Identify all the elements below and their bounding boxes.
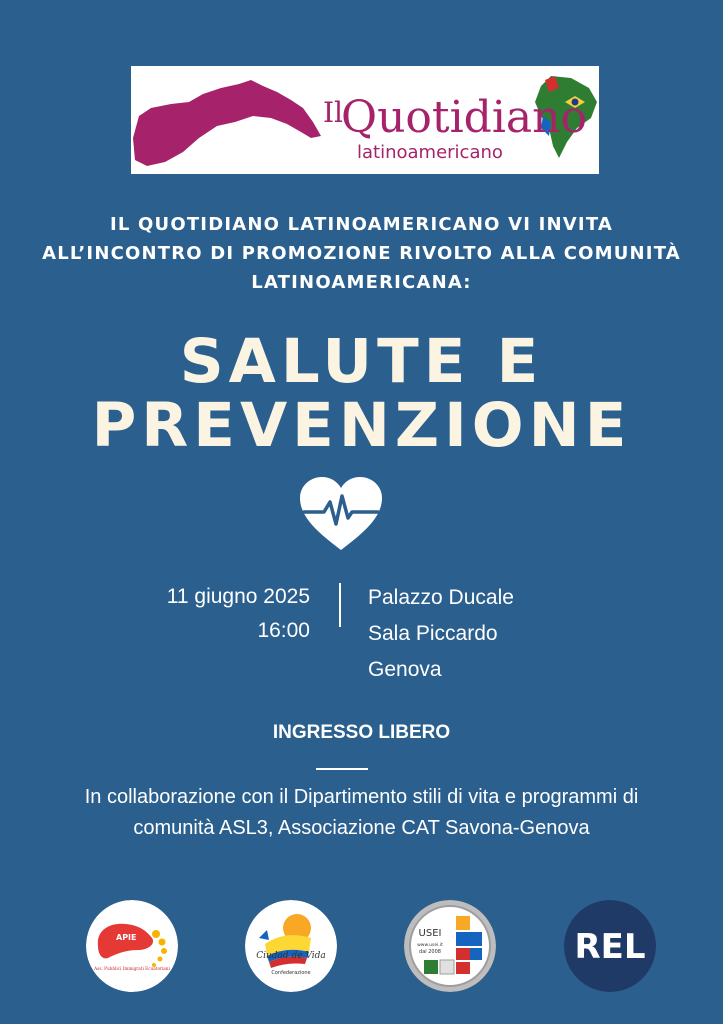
logo-name: Quotidiano [341,92,587,143]
svg-text:REL: REL [574,927,646,967]
event-time: 16:00 [257,619,310,642]
svg-text:Ass. Pubblici Immigrati Ecuato: Ass. Pubblici Immigrati Ecuatoriani [94,966,170,971]
free-entry-label: INGRESSO LIBERO [272,722,451,743]
event-title-line2: PREVENZIONE [91,390,632,461]
event-title-line1: SALUTE E [179,326,544,397]
svg-text:Confederazione: Confederazione [271,970,311,976]
apie-logo [86,900,178,992]
invitation-text: IL QUOTIDIANO LATINOAMERICANO VI INVITA ALL’INCONTRO DI PROMOZIONE RIVOLTO ALLA COMUNITÀ LATINOAMERICANA: [42,214,681,293]
ciudad-de-vida-logo [245,900,337,992]
event-venue [368,580,628,688]
horizontal-divider [316,768,368,770]
quotidiano-logo [131,66,599,174]
svg-text:USEI: USEI [418,928,442,939]
venue-line2: Sala Piccardo [368,622,498,645]
svg-text:www.usei.it: www.usei.it [417,943,443,948]
logo-sub: latinoamericano [357,142,503,163]
event-title [20,326,703,461]
venue-line3: Genova [368,658,442,681]
liguria-map-icon [133,80,321,166]
rel-logo [564,900,656,992]
event-date: 11 giugno 2025 [166,585,310,608]
logo-prefix: Il [323,96,344,129]
svg-text:Ciudad de Vida: Ciudad de Vida [256,951,326,961]
venue-line1: Palazzo Ducale [368,586,514,609]
svg-text:APIE: APIE [116,933,137,942]
heartbeat-icon [298,476,384,556]
vertical-divider [339,583,341,627]
svg-text:dal 2008: dal 2008 [419,949,441,955]
event-datetime [100,580,310,648]
collaboration-text: In collaborazione con il Dipartimento stili di vita e programmi di comunità ASL3, Associazione CAT Savona-Genova [84,786,639,839]
usei-logo [404,900,496,992]
